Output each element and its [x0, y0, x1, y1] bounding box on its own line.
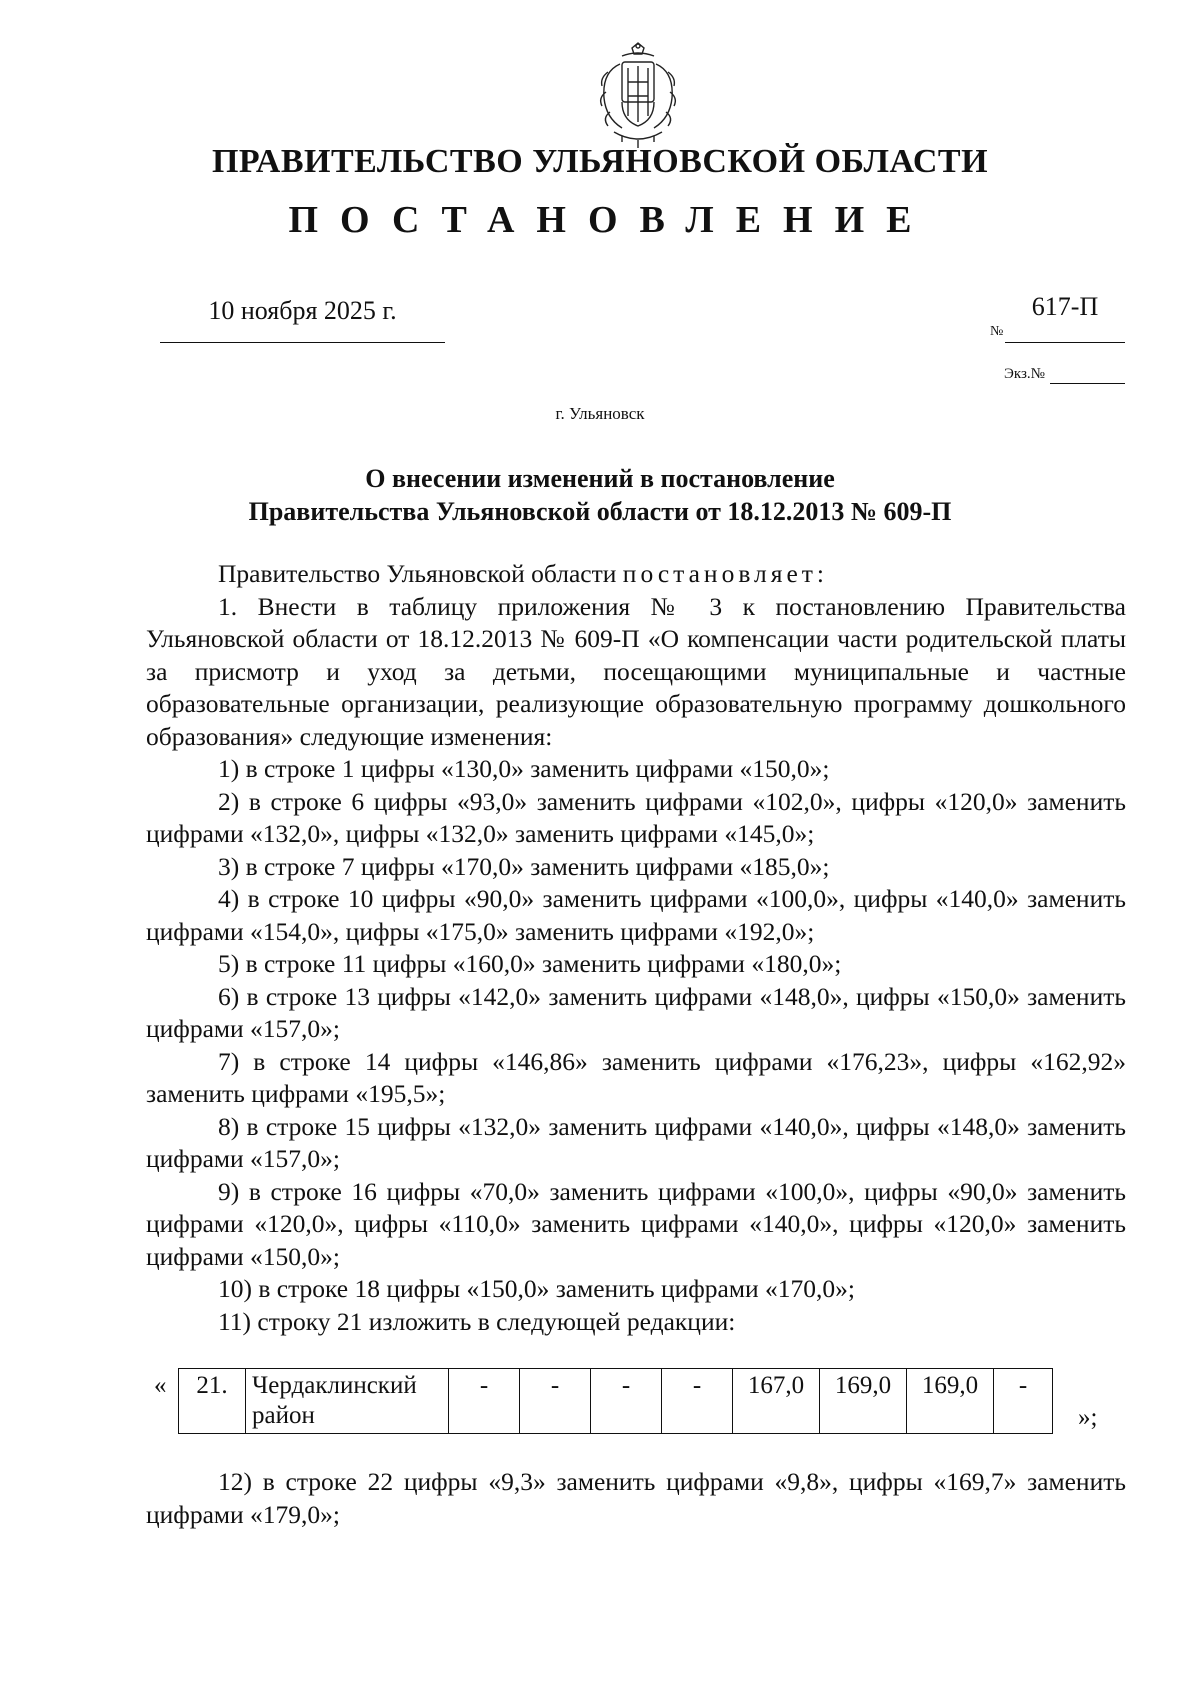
- list-item: 10) в строке 18 цифры «150,0» заменить цифрами «170,0»;: [218, 1274, 855, 1303]
- coat-of-arms-emblem: [592, 42, 684, 150]
- table-cell: -: [591, 1369, 662, 1434]
- table-row: [179, 1369, 1053, 1434]
- table-cell-district: Чердаклинский район: [246, 1369, 449, 1434]
- copy-number-underline: [1050, 383, 1125, 384]
- row-21-table: [178, 1368, 1053, 1434]
- list-item: 1) в строке 1 цифры «130,0» заменить цифрами «150,0»;: [218, 754, 830, 783]
- number-label: №: [990, 324, 1004, 339]
- preamble-decree-word: постановляет:: [622, 559, 829, 588]
- table-cell: 169,0: [820, 1369, 907, 1434]
- date-underline: [160, 342, 445, 343]
- list-item: 8) в строке 15 цифры «132,0» заменить цифрами «140,0», цифры «148,0» заменить цифрами «157,0»;: [146, 1111, 1126, 1173]
- preamble-prefix: Правительство Ульяновской области: [218, 559, 623, 588]
- list-item: 9) в строке 16 цифры «70,0» заменить цифрами «100,0», цифры «90,0» заменить цифрами «120,0», цифры «110,0» заменить цифрами «140,0», цифры «120,0» заменить цифрами «150,0»;: [146, 1176, 1126, 1271]
- government-title: ПРАВИТЕЛЬСТВО УЛЬЯНОВСКОЙ ОБЛАСТИ: [211, 143, 989, 180]
- paragraph-1: 1. Внести в таблицу приложения № 3 к постановлению Правительства Ульяновской области от 18.12.2013 № 609-П «О компенсации части родительской платы за присмотр и уход за детьми, посещающими муниципальные и частные образовательные организации, реализующие образовательную программу дошкольного образования» следующие изменения:: [146, 591, 1126, 751]
- document-subject: [0, 462, 1200, 528]
- table-cell: 169,0: [907, 1369, 994, 1434]
- table-cell: -: [449, 1369, 520, 1434]
- document-body: [146, 558, 1126, 1531]
- preamble: [146, 558, 1126, 591]
- document-type: ПОСТАНОВЛЕНИЕ: [288, 199, 934, 241]
- list-item: 12) в строке 22 цифры «9,3» заменить цифрами «9,8», цифры «169,7» заменить цифрами «179,0»;: [146, 1467, 1126, 1529]
- table-cell: -: [994, 1369, 1053, 1434]
- list-item: 2) в строке 6 цифры «93,0» заменить цифрами «102,0», цифры «120,0» заменить цифрами «132,0», цифры «132,0» заменить цифрами «145,0»;: [146, 786, 1126, 848]
- list-item: 6) в строке 13 цифры «142,0» заменить цифрами «148,0», цифры «150,0» заменить цифрами «157,0»;: [146, 981, 1126, 1043]
- subject-line-1: О внесении изменений в постановление: [365, 464, 835, 493]
- document-date: 10 ноября 2025 г.: [208, 296, 397, 325]
- list-item: 11) строку 21 изложить в следующей редакции:: [218, 1306, 736, 1336]
- table-cell: -: [520, 1369, 591, 1434]
- city: г. Ульяновск: [555, 404, 645, 423]
- list-item: 7) в строке 14 цифры «146,86» заменить цифрами «176,23», цифры «162,92» заменить цифрами «195,5»;: [146, 1046, 1126, 1108]
- quote-close: »;: [1078, 1404, 1098, 1431]
- list-item: 4) в строке 10 цифры «90,0» заменить цифрами «100,0», цифры «140,0» заменить цифрами «154,0», цифры «175,0» заменить цифрами «192,0»;: [146, 884, 1126, 946]
- copy-number-label: Экз.№: [1004, 366, 1045, 382]
- quote-open: «: [154, 1372, 167, 1399]
- number-underline: [1005, 342, 1125, 343]
- document-number: 617-П: [1031, 292, 1099, 321]
- table-cell: 167,0: [733, 1369, 820, 1434]
- list-item: 5) в строке 11 цифры «160,0» заменить цифрами «180,0»;: [218, 949, 842, 978]
- row-21-replacement: [146, 1368, 1126, 1436]
- table-cell: -: [662, 1369, 733, 1434]
- list-item: 3) в строке 7 цифры «170,0» заменить цифрами «185,0»;: [218, 851, 830, 881]
- subject-line-2: Правительства Ульяновской области от 18.12.2013 № 609-П: [248, 497, 952, 526]
- table-cell-number: 21.: [179, 1369, 246, 1434]
